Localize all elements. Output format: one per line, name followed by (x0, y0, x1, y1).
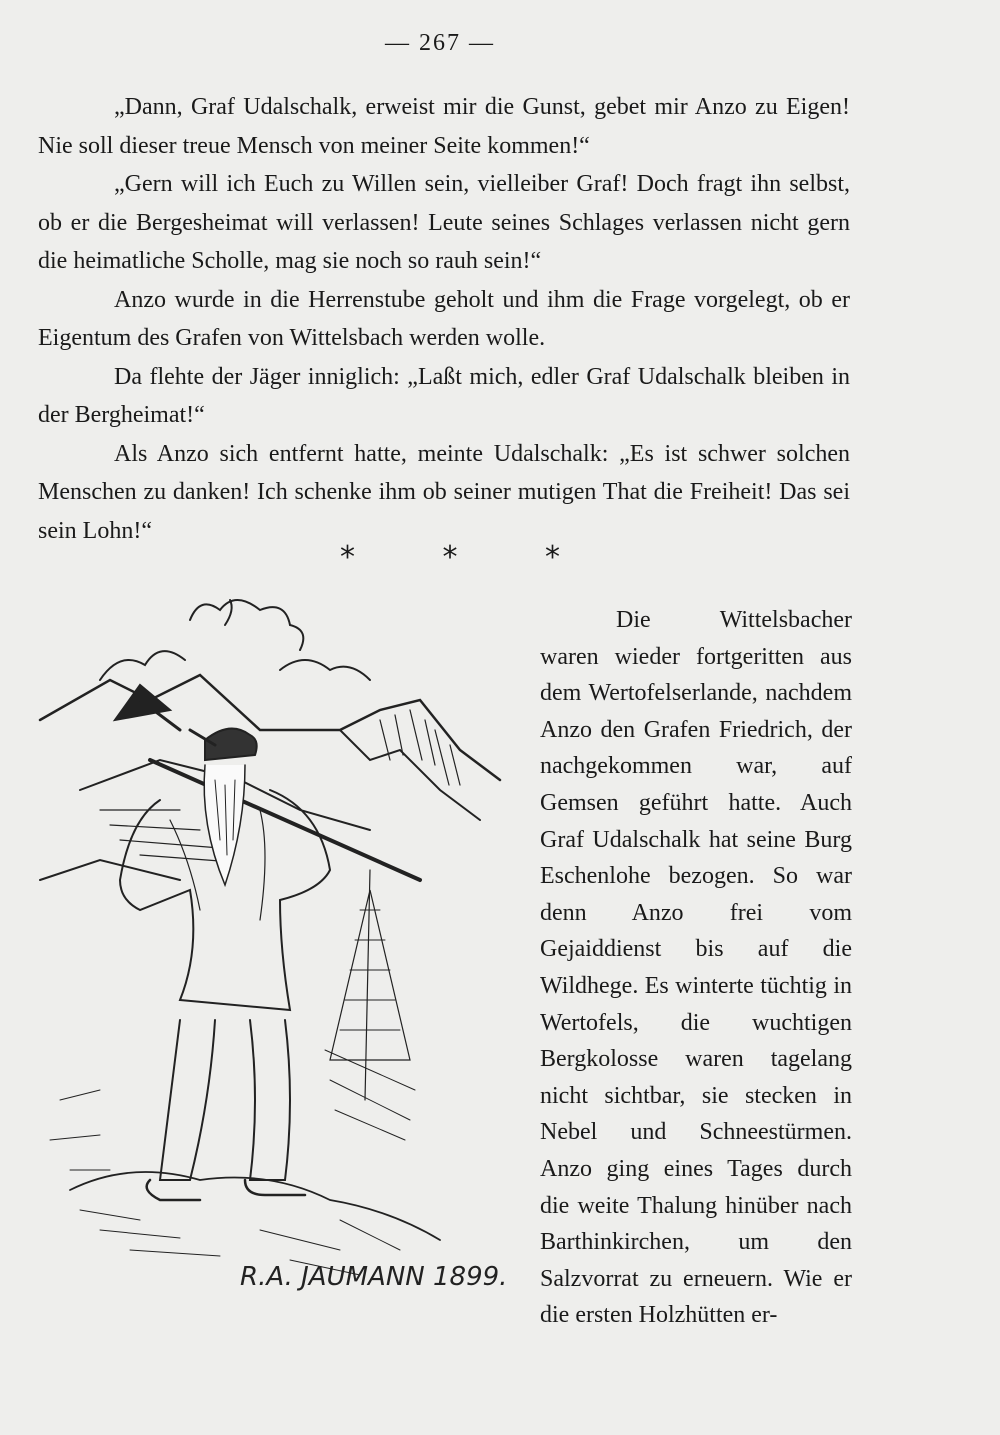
asterisk: * (340, 540, 355, 575)
paragraph: Da flehte der Jäger inniglich: „Laßt mich, edler Graf Udalschalk bleiben in der Bergheimat!“ (38, 363, 850, 428)
section-break (340, 540, 560, 575)
paragraph: Anzo wurde in die Herrenstube geholt und ihm die Frage vorgelegt, ob er Eigentum des Grafen von Wittelsbach werden wolle. (38, 286, 850, 351)
artist-signature (240, 1245, 508, 1335)
paragraph: Als Anzo sich entfernt hatte, meinte Udalschalk: „Es ist schwer solchen Menschen zu danken! Ich schenke ihm ob seiner mutigen That die Freiheit! Das sei sein Lohn!“ (38, 440, 850, 544)
asterisk: * (442, 540, 458, 575)
paragraph: „Dann, Graf Udalschalk, erweist mir die Gunst, gebet mir Anzo zu Eigen! Nie soll dieser treue Mensch von meiner Seite kommen!“ (38, 94, 850, 159)
side-column-text (540, 602, 852, 1334)
main-text (38, 88, 850, 550)
hunter-illustration (40, 580, 510, 1340)
asterisk: * (545, 540, 560, 575)
paragraph: „Gern will ich Euch zu Willen sein, vielleiber Graf! Doch fragt ihn selbst, ob er die Bergesheimat will verlassen! Leute seines Schlages verlassen nicht gern die heimatliche Scholle, mag sie noch so rauh sein!“ (38, 171, 850, 274)
page-number: — 267 — (385, 30, 495, 56)
signature-text: R.A. JAUMANN 1899. (240, 1262, 508, 1292)
paragraph: Die Wittelsbacher waren wieder fortgeritten aus dem Wertofelserlande, nachdem Anzo den Grafen Friedrich, der nachgekommen war, auf Gemsen geführt hatte. Auch Graf Udalschalk hat seine Burg Eschenlohe bezogen. So war denn Anzo frei vom Gejaiddienst bis auf die Wildhege. Es winterte tüchtig in Wertofels, die wuchtigen Bergkolosse waren tagelang nicht sichtbar, sie stecken in Nebel und Schneestürmen. Anzo ging eines Tages durch die weite Thalung hinüber nach Barthinkirchen, um den Salzvorrat zu erneuern. Wie er die ersten Holzhütten er- (540, 607, 852, 1329)
